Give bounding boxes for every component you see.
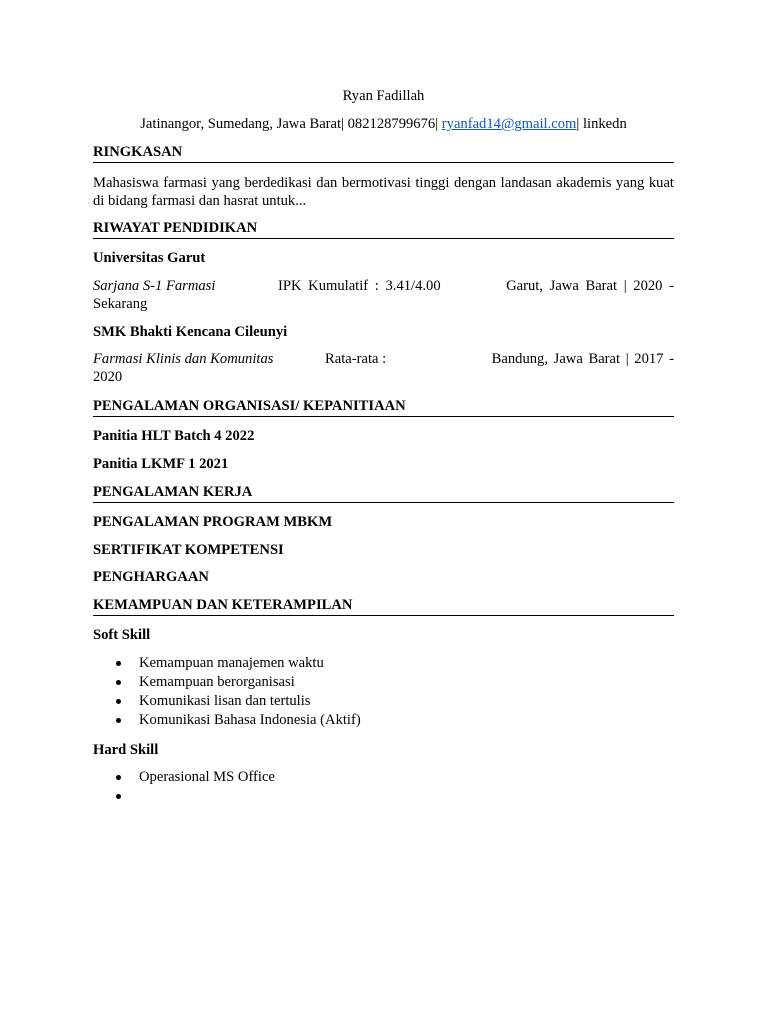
hard-skill-title: Hard Skill: [93, 742, 159, 758]
education-school-2: SMK Bhakti Kencana Cileunyi: [93, 324, 288, 340]
list-item: [113, 673, 361, 692]
soft-skill-list: [113, 654, 361, 730]
section-heading-summary: RINGKASAN: [93, 143, 674, 163]
section-heading-awards: PENGHARGAAN: [93, 569, 209, 585]
list-item: [113, 692, 361, 711]
education-period-end-2: 2020: [93, 369, 123, 385]
education-score-2: Rata-rata :: [325, 351, 387, 367]
education-place-period-2: Bandung, Jawa Barat | 2017 -: [491, 351, 674, 367]
soft-skill-text: Kemampuan manajemen waktu: [139, 655, 324, 671]
organization-item-1: Panitia HLT Batch 4 2022: [93, 428, 255, 444]
section-heading-mbkm: PENGALAMAN PROGRAM MBKM: [93, 514, 333, 530]
bullet-icon: [116, 718, 121, 723]
contact-line: [93, 115, 674, 133]
section-heading-education: RIWAYAT PENDIDIKAN: [93, 219, 674, 239]
education-period-end-1: Sekarang: [93, 296, 148, 312]
summary-text: Mahasiswa farmasi yang berdedikasi dan bermotivasi tinggi dengan landasan akademis yang kuat di bidang farmasi dan hasrat untuk...: [93, 175, 674, 209]
education-score-1: IPK Kumulatif : 3.41/4.00: [278, 278, 441, 294]
list-item: [113, 787, 275, 806]
section-heading-work: PENGALAMAN KERJA: [93, 483, 674, 503]
education-program-2: Farmasi Klinis dan Komunitas: [93, 351, 274, 367]
education-detail-2: [93, 350, 674, 386]
hard-skill-text: Operasional MS Office: [139, 769, 275, 785]
education-detail-1: [93, 277, 674, 313]
email-link[interactable]: ryanfad14@gmail.com: [441, 116, 577, 132]
section-heading-certificates: SERTIFIKAT KOMPETENSI: [93, 542, 284, 558]
bullet-icon: [116, 699, 121, 704]
education-school-1: Universitas Garut: [93, 250, 206, 266]
location-phone: Jatinangor, Sumedang, Jawa Barat| 082128799676|: [140, 116, 439, 132]
contact-suffix: | linkedn: [576, 116, 627, 132]
list-item: [113, 711, 361, 730]
soft-skill-text: Komunikasi Bahasa Indonesia (Aktif): [139, 712, 361, 728]
bullet-icon: [116, 794, 121, 799]
section-heading-skills: KEMAMPUAN DAN KETERAMPILAN: [93, 596, 674, 616]
soft-skill-title: Soft Skill: [93, 627, 151, 643]
section-heading-organization: PENGALAMAN ORGANISASI/ KEPANITIAAN: [93, 397, 674, 417]
resume-name: Ryan Fadillah: [342, 88, 425, 104]
list-item: [113, 768, 275, 787]
soft-skill-text: Komunikasi lisan dan tertulis: [139, 693, 311, 709]
bullet-icon: [116, 775, 121, 780]
hard-skill-list: [113, 768, 275, 806]
list-item: [113, 654, 361, 673]
bullet-icon: [116, 661, 121, 666]
soft-skill-text: Kemampuan berorganisasi: [139, 674, 295, 690]
organization-item-2: Panitia LKMF 1 2021: [93, 456, 229, 472]
education-place-period-1: Garut, Jawa Barat | 2020 -: [506, 278, 674, 294]
education-program-1: Sarjana S-1 Farmasi: [93, 278, 216, 294]
bullet-icon: [116, 680, 121, 685]
